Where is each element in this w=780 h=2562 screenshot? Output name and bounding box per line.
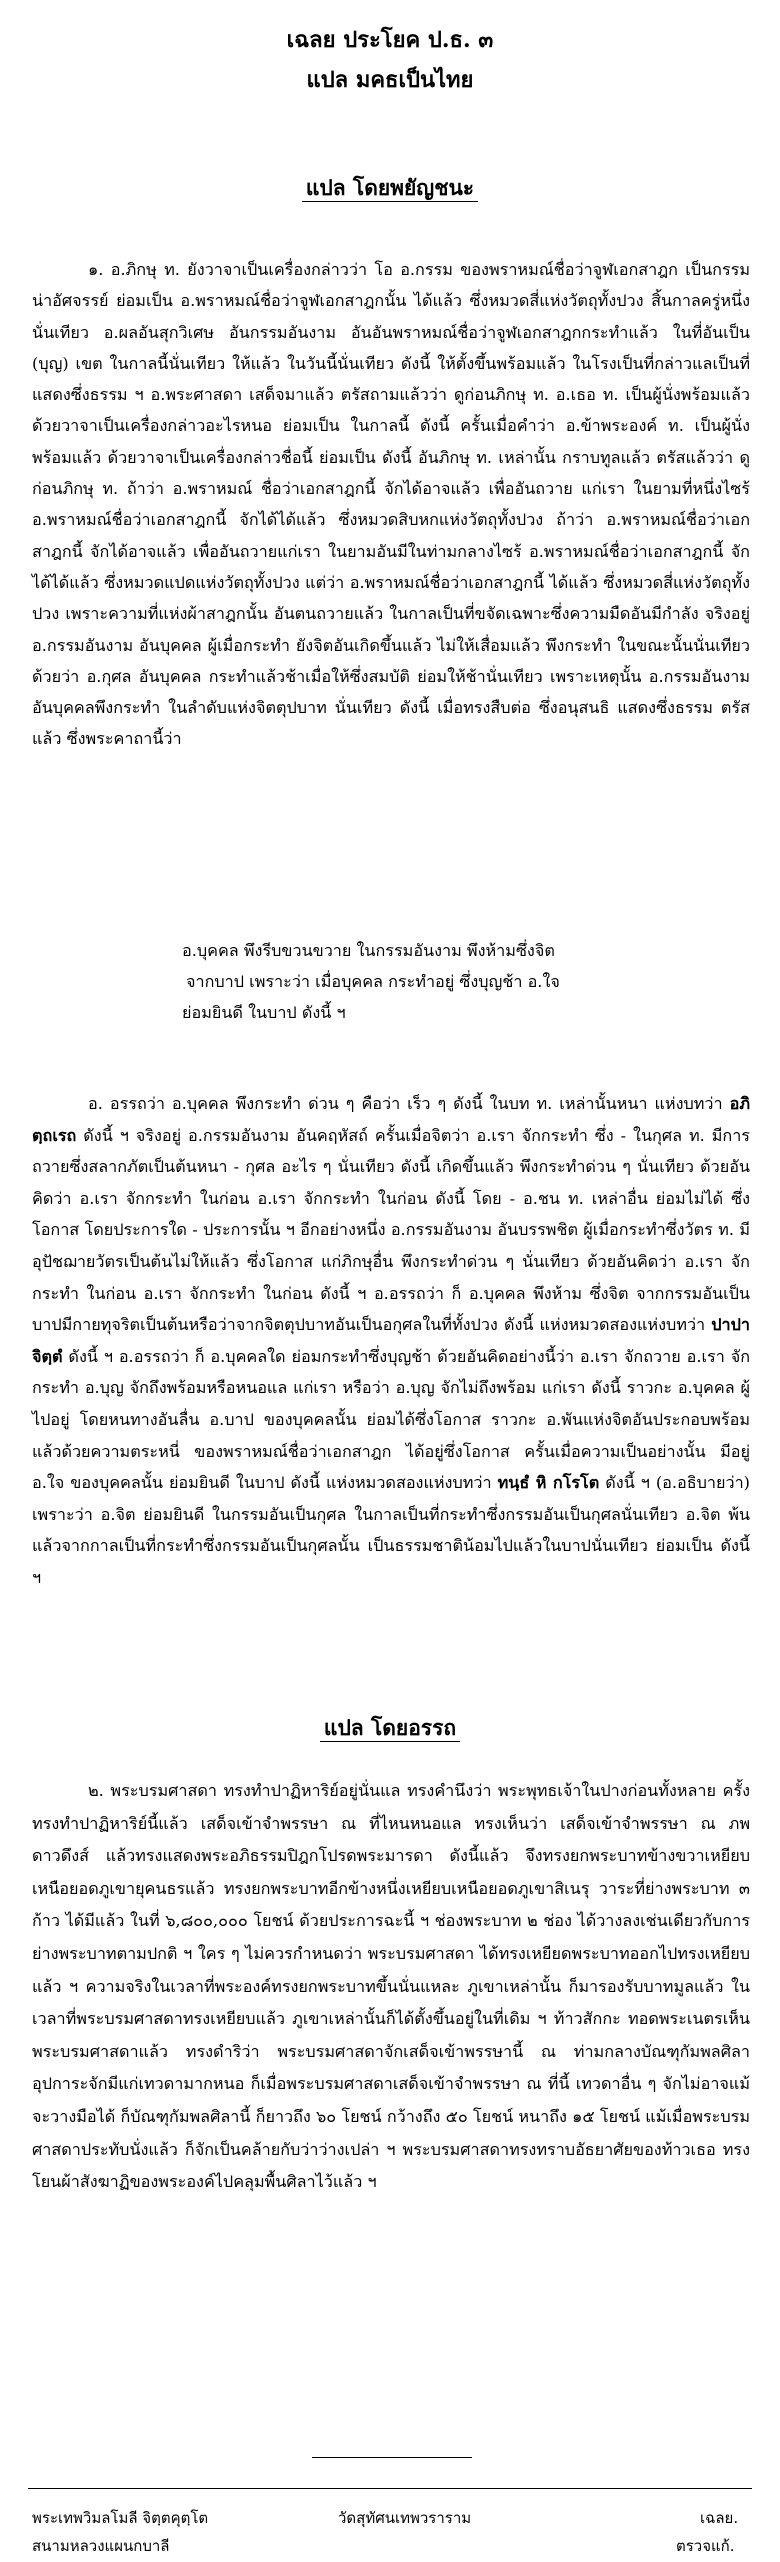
paragraph-text: อ. อรรถว่า อ.บุคคล พึงกระทำ ด่วน ๆ คือว่า เร็ว ๆ ดังนี้ ในบท ท. เหล่านั้นหนา แห่งบทว่า bbox=[88, 1094, 730, 1113]
section-heading-meaning bbox=[0, 1712, 780, 1745]
pali-term: ทนฺธํ หิ กโรโต bbox=[497, 1473, 600, 1493]
section-heading-literal-text: แปล โดยพยัญชนะ bbox=[302, 175, 478, 202]
section-heading-meaning-text: แปล โดยอรรถ bbox=[320, 1715, 460, 1742]
literal-translation-paragraph-1: ๑. อ.ภิกษุ ท. ยังวาจาเป็นเครื่องกล่าวว่า โอ อ.กรรม ของพราหมณ์ชื่อว่าจูฬเอกสาฎก เป็นกรรมน่าอัศจรรย์ ย่อมเป็น อ.พราหมณ์ชื่อว่าจูฬเอกสาฎกนั้น ได้แล้ว ซึ่งหมวดสี่แห่งวัตถุทั้งปวง สิ้นกาลครู่หนึ่งนั่นเทียว อ.ผลอันสุกวิเศษ อันกรรมอันงาม อันอันพราหมณ์ชื่อว่าจูฬเอกสาฎกกระทำแล้ว ในที่อันเป็น (บุญ) เขต ในกาลนี้นั่นเทียว ให้แล้ว ในวันนี้นั่นเทียว ดังนี้ ให้ตั้งขึ้นพร้อมแล้ว ในโรงเป็นที่กล่าวแลเป็นที่แสดงซึ่งธรรม ฯ อ.พระศาสดา เสด็จมาแล้ว ตรัสถามแล้วว่า ดูก่อนภิกษุ ท. อ.เธอ ท. เป็นผู้นั่งพร้อมแล้วด้วยวาจาเป็นเครื่องกล่าวอะไรหนอ ย่อมเป็น ในกาลนี้ ดังนี้ ครั้นเมื่อคำว่า อ.ข้าพระองค์ ท. เป็นผู้นั่งพร้อมแล้ว ด้วยวาจาเป็นเครื่องกล่าวชื่อนี้ ย่อมเป็น ดังนี้ อันภิกษุ ท. เหล่านั้น กราบทูลแล้ว ตรัสแล้วว่า ดูก่อนภิกษุ ท. ถ้าว่า อ.พราหมณ์ ชื่อว่าเอกสาฎกนี้ จักได้อาจแล้ว เพื่ออันถวาย แก่เรา ในยามที่หนึ่งไซร้ อ.พราหมณ์ชื่อว่าเอกสาฎกนี้ จักได้ได้แล้ว ซึ่งหมวดสิบหกแห่งวัตถุทั้งปวง ถ้าว่า อ.พราหมณ์ชื่อว่าเอกสาฎกนี้ จักได้อาจแล้ว เพื่ออันถวายแก่เรา ในยามอันมีในท่ามกลางไซร้ อ.พราหมณ์ชื่อว่าเอกสาฎกนี้ จักได้ได้แล้ว ซึ่งหมวดแปดแห่งวัตถุทั้งปวง แต่ว่า อ.พราหมณ์ชื่อว่าเอกสาฎกนี้ ได้แล้ว ซึ่งหมวดสี่แห่งวัตถุทั้งปวง เพราะความที่แห่งผ้าสาฎกนั้น อันตนถวายแล้ว ในกาลเป็นที่ขจัดเฉพาะซึ่งความมืดอันมีกำลัง จริงอยู่ อ.กรรมอันงาม อันบุคคล ผู้เมื่อกระทำ ยังจิตอันเกิดขึ้นแล้ว ไม่ให้เสื่อมแล้ว พึงกระทำ ในขณะนั้นนั่นเทียว ด้วยว่า อ.กุศล อันบุคคล กระทำแล้วช้าเมื่อให้ซึ่งสมบัติ ย่อมให้ช้านั่นเทียว เพราะเหตุนั้น อ.กรรมอันงาม อันบุคคลพึงกระทำ ในลำดับแห่งจิตตุปบาท นั่นเทียว ดังนี้ เมื่อทรงสืบต่อ ซึ่งอนุสนธิ แสดงซึ่งธรรม ตรัสแล้ว ซึ่งพระคาถานี้ว่า bbox=[32, 260, 750, 749]
paragraph-text: ดังนี้ ฯ อ.อรรถว่า ก็ อ.บุคคลใด ย่อมกระทำซึ่งบุญช้า ด้วยอันคิดอย่างนี้ว่า อ.เรา จักถวาย อ.เรา จักกระทำ อ.บุญ จักถึงพร้อมหรือหนอแล แก่เรา หรือว่า อ.บุญ จักไม่ถึงพร้อม แก่เรา ดังนี้ ราวกะ อ.บุคคล ผู้ไปอยู่ โดยหนทางอันลื่น อ.บาป ของบุคคลนั้น ย่อมได้ซึ่งโอกาส ราวกะ อ.พันแห่งจิตอันประกอบพร้อมแล้วด้วยความตระหนี่ ของพราหมณ์ชื่อว่าเอกสาฎก ได้อยู่ซึ่งโอกาส ครั้นเมื่อความเป็นอย่างนั้น มีอยู่ อ.ใจ ของบุคคลนั้น ย่อมยินดี ในบาป ดังนี้ แห่งหมวดสองแห่งบทว่า bbox=[32, 1346, 750, 1493]
pali-term: ปาปา จิตฺตํ bbox=[32, 1315, 750, 1366]
verse-line: ย่อมยินดี ในบาป ดังนี้ ฯ bbox=[182, 1003, 346, 1022]
paragraph-text: ดังนี้ ฯ (อ.อธิบายว่า) เพราะว่า อ.จิต ย่อมยินดี ในกรรมอันเป็นกุศล ในกาลเป็นที่กระทำซึ่งกรรมอันเป็นกุศลนั่นเทียว อ.จิต พ้นแล้วจากกาลเป็นที่กระทำซึ่งกรรมอันเป็นกุศลนั้น เป็นธรรมชาติน้อมไปแล้วในบาปนั่นเทียว ย่อมเป็น ดังนี้ ฯ bbox=[32, 1473, 750, 1587]
verse-block bbox=[182, 935, 742, 1028]
end-divider bbox=[312, 2457, 472, 2458]
exam-subtitle: แปล มคธเป็นไทย bbox=[306, 67, 474, 93]
footer-answer-label: เฉลย. bbox=[700, 2509, 739, 2527]
footer-checked-label: ตรวจแก้. bbox=[676, 2537, 735, 2555]
pali-term: อภิตฺถเรถ bbox=[32, 1094, 750, 1145]
paragraph-text: ดังนี้ ฯ จริงอยู่ อ.กรรมอันงาม อันคฤหัสถ์ ครั้นเมื่อจิตว่า อ.เรา จักกระทำ ซึ่ง - ในกุศล ท. มีการถวายซึ่งสลากภัตเป็นต้นหนา - กุศล อะไร ๆ นั่นเทียว ดังนี้ เกิดขึ้นแล้ว พึงกระทำด่วน ๆ นั่นเทียว ด้วยอันคิดว่า อ.เรา จักกระทำ ในก่อน อ.เรา จักกระทำ ในก่อน ดังนี้ โดย - อ.ชน ท. เหล่าอื่น ย่อมไม่ได้ ซึ่งโอกาส โดยประการใด - ประการนั้น ฯ อีกอย่างหนึ่ง อ.กรรมอันงาม อันบรรพชิต ผู้เมื่อกระทำซึ่งวัตร ท. มีอุปัชฌายวัตรเป็นต้นไม่ให้แล้ว ซึ่งโอกาส แก่ภิกษุอื่น พึงกระทำด่วน ๆ นั่นเทียว ด้วยอันคิดว่า อ.เรา จักกระทำ ในก่อน อ.เรา จักกระทำ ในก่อน ดังนี้ ฯ อ.อรรถว่า ก็ อ.บุคคล พึงห้าม ซึ่งจิต จากกรรมอันเป็นบาปมีกายทุจริตเป็นต้นหรือว่าจากจิตตุปบาทอันเป็นอกุศลในที่ทั้งปวง ดังนี้ แห่งหมวดสองแห่งบทว่า bbox=[32, 1125, 750, 1335]
verse-line: จากบาป เพราะว่า เมื่อบุคคล กระทำอยู่ ซึ่งบุญช้า อ.ใจ bbox=[186, 972, 560, 991]
footer-author: พระเทพวิมลโมลี จิตฺตคุตฺโต bbox=[32, 2509, 209, 2527]
footer-divider bbox=[28, 2488, 752, 2489]
section-heading-literal bbox=[0, 172, 780, 205]
exam-title: เฉลย ประโยค ป.ธ. ๓ bbox=[286, 27, 494, 53]
meaning-translation-paragraph: ๒. พระบรมศาสดา ทรงทำปาฏิหาริย์อยู่นั่นแล ทรงคำนึงว่า พระพุทธเจ้าในปางก่อนทั้งหลาย ครั้งทรงทำปาฏิหาริย์นี้แล้ว เสด็จเข้าจำพรรษา ณ ที่ไหนหนอแล ทรงเห็นว่า เสด็จเข้าจำพรรษา ณ ภพดาวดึงส์ แล้วทรงแสดงพระอภิธรรมปิฎกโปรดพระมารดา ดังนี้แล้ว จึงทรงยกพระบาทข้างขวาเหยียบเหนือยอดภูเขายุคนธรแล้ว ทรงยกพระบาทอีกข้างหนึ่งเหยียบเหนือยอดภูเขาสิเนรุ วาระที่ย่างพระบาท ๓ ก้าว ได้มีแล้ว ในที่ ๖,๘๐๐,๐๐๐ โยชน์ ด้วยประการฉะนี้ ฯ ช่องพระบาท ๒ ช่อง ได้วางลงเช่นเดียวกับการย่างพระบาทตามปกติ ฯ ใคร ๆ ไม่ควรกำหนดว่า พระบรมศาสดา ได้ทรงเหยียดพระบาทออกไปทรงเหยียบแล้ว ฯ ความจริงในเวลาที่พระองค์ทรงยกพระบาทขึ้นนั่นแหละ ภูเขาเหล่านั้น ก็มารองรับบาทมูลแล้ว ในเวลาที่พระบรมศาสดาทรงเหยียบแล้ว ภูเขาเหล่านั้นก็ได้ตั้งขึ้นอยู่ในที่เดิม ฯ ท้าวสักกะ ทอดพระเนตรเห็นพระบรมศาสดาแล้ว ทรงดำริว่า พระบรมศาสดาจักเสด็จเข้าพรรษานี้ ณ ท่ามกลางบัณฑุกัมพลศิลาอุปการะจักมีแก่เทวดามากหนอ ก็เมื่อพระบรมศาสดาเสด็จเข้าจำพรรษา ณ ที่นี้ เทวดาอื่น ๆ จักไม่อาจแม้จะวางมือได้ ก็บัณฑุกัมพลศิลานี้ ก็ยาวถึง ๖๐ โยชน์ กว้างถึง ๕๐ โยชน์ หนาถึง ๑๕ โยชน์ แม้เมื่อพระบรมศาสดาประทับนั่งแล้ว ก็จักเป็นคล้ายกับว่าว่างเปล่า ฯ พระบรมศาสดาทรงทราบอัธยาศัยของท้าวเธอ ทรงโยนผ้าสังฆาฏิของพระองค์ไปคลุมพื้นศิลาไว้แล้ว ฯ bbox=[32, 1781, 750, 2192]
verse-line: อ.บุคคล พึงรีบขวนขวาย ในกรรมอันงาม พึงห้ามซึ่งจิต bbox=[182, 941, 555, 960]
footer-temple: วัดสุทัศนเทพวราราม bbox=[338, 2509, 472, 2527]
footer-office: สนามหลวงแผนกบาลี bbox=[32, 2537, 170, 2555]
literal-translation-paragraph-2 bbox=[32, 1088, 750, 1594]
